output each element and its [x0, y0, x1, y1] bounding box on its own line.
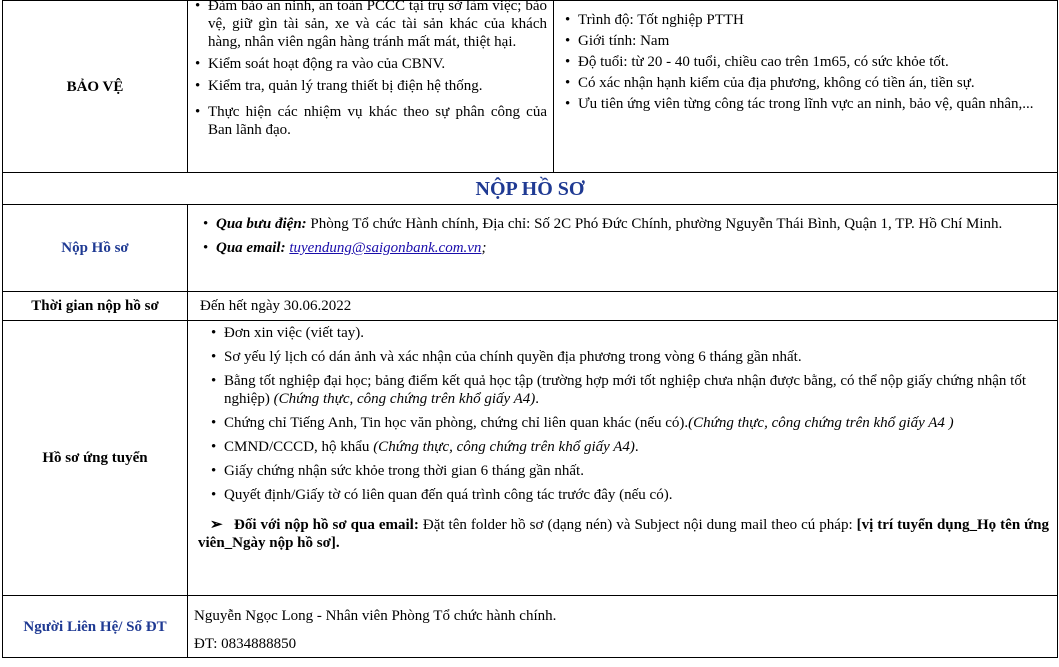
documents-row: [3, 321, 1058, 596]
duty-item: • Kiểm soát hoạt động ra vào của CBNV.: [208, 55, 547, 73]
security-requirements-cell: [554, 1, 1058, 173]
document-item: [224, 414, 1049, 432]
document-item: • Giấy chứng nhận sức khỏe trong thời gian 6 tháng gần nhất.: [224, 462, 1049, 480]
email-instruction-syntax: [vị trí tuyển dụng_Họ tên ứng viên_Ngày nộp hồ sơ].: [198, 517, 1050, 551]
security-label: BẢO VỆ: [3, 1, 188, 173]
requirement-item: • Có xác nhận hạnh kiểm của địa phương, không có tiền án, tiền sự.: [578, 74, 1051, 92]
requirement-item: • Độ tuổi: từ 20 - 40 tuổi, chiều cao trên 1m65, có sức khỏe tốt.: [578, 53, 1051, 71]
document-item: [224, 372, 1049, 408]
duty-item: • Kiểm tra, quản lý trang thiết bị điện hệ thống.: [208, 77, 547, 95]
arrow-icon: ➢: [210, 517, 223, 533]
documents-label: Hồ sơ ứng tuyển: [3, 321, 188, 596]
recruitment-table: [2, 0, 1058, 658]
document-text: Bằng tốt nghiệp đại học; bảng điểm kết quả học tập (trường hợp mới tốt nghiệp chưa nhận được bằng, có thể nộp giấy chứng nhận tốt nghiệp): [224, 373, 1026, 407]
documents-cell: [188, 321, 1058, 596]
documents-list: [224, 324, 1049, 504]
recruitment-email-link[interactable]: tuyendung@saigonbank.com.vn: [289, 240, 482, 256]
post-method-text: Phòng Tổ chức Hành chính, Địa chỉ: Số 2C Phó Đức Chính, phường Nguyễn Thái Bình, Quận 1, TP. Hồ Chí Minh.: [306, 216, 1003, 232]
security-duties-list: [208, 0, 547, 139]
email-instruction: [198, 516, 1049, 552]
submit-row: [3, 205, 1058, 292]
post-method-item: [216, 215, 1051, 233]
document-end: .: [634, 439, 639, 455]
email-method-label: Qua email:: [216, 240, 286, 256]
email-method-item: [216, 239, 1051, 257]
duty-item: • Đảm bảo an ninh, an toàn PCCC tại trụ sở làm việc; bảo vệ, giữ gìn tài sản, xe và các tài sản khác của khách hàng, nhân viên ngân hàng tránh mất mát, thiệt hại.: [208, 0, 547, 51]
security-requirements-list: [578, 11, 1051, 113]
requirement-item: • Giới tính: Nam: [578, 32, 1051, 50]
submit-heading: NỘP HỒ SƠ: [3, 173, 1058, 205]
document-item: [224, 438, 1049, 456]
deadline-value: Đến hết ngày 30.06.2022: [188, 292, 1058, 321]
contact-label: Người Liên Hệ/ Số ĐT: [3, 596, 188, 658]
security-row: [3, 1, 1058, 173]
contact-phone: ĐT: 0834888850: [194, 636, 297, 652]
submit-methods-list: [216, 215, 1051, 257]
deadline-label: Thời gian nộp hồ sơ: [3, 292, 188, 321]
email-instruction-text: Đặt tên folder hồ sơ (dạng nén) và Subject nội dung mail theo cú pháp:: [418, 517, 857, 533]
post-method-label: Qua bưu điện:: [216, 216, 307, 232]
document-text: CMND/CCCD, hộ khẩu: [224, 439, 374, 455]
requirement-item: • Ưu tiên ứng viên từng công tác trong lĩnh vực an ninh, bảo vệ, quân nhân,...: [578, 95, 1051, 113]
document-item: • Sơ yếu lý lịch có dán ảnh và xác nhận của chính quyền địa phương trong vòng 6 tháng gần nhất.: [224, 348, 1049, 366]
email-instruction-label: Đối với nộp hồ sơ qua email:: [234, 517, 419, 533]
document-text: Chứng chỉ Tiếng Anh, Tin học văn phòng, chứng chỉ liên quan khác (nếu có).: [224, 415, 689, 431]
email-suffix: ;: [481, 240, 487, 256]
submit-label: Nộp Hồ sơ: [3, 205, 188, 292]
submit-methods-cell: [188, 205, 1058, 292]
contact-name: Nguyễn Ngọc Long - Nhân viên Phòng Tổ chức hành chính.: [194, 608, 557, 624]
document-note: (Chứng thực, công chứng trên khổ giấy A4): [273, 391, 536, 407]
duty-item: • Thực hiện các nhiệm vụ khác theo sự phân công của Ban lãnh đạo.: [208, 103, 547, 139]
document-item: • Quyết định/Giấy tờ có liên quan đến quá trình công tác trước đây (nếu có).: [224, 486, 1049, 504]
submit-heading-row: [3, 173, 1058, 205]
contact-row: [3, 596, 1058, 658]
requirement-item: • Trình độ: Tốt nghiệp PTTH: [578, 11, 1051, 29]
document-note: (Chứng thực, công chứng trên khổ giấy A4 ): [688, 415, 954, 431]
document-note: (Chứng thực, công chứng trên khổ giấy A4): [373, 439, 635, 455]
security-duties-cell: [188, 1, 554, 173]
document-item: • Đơn xin việc (viết tay).: [224, 324, 1049, 342]
document-end: .: [535, 391, 540, 407]
contact-cell: [188, 596, 1058, 658]
deadline-row: [3, 292, 1058, 321]
